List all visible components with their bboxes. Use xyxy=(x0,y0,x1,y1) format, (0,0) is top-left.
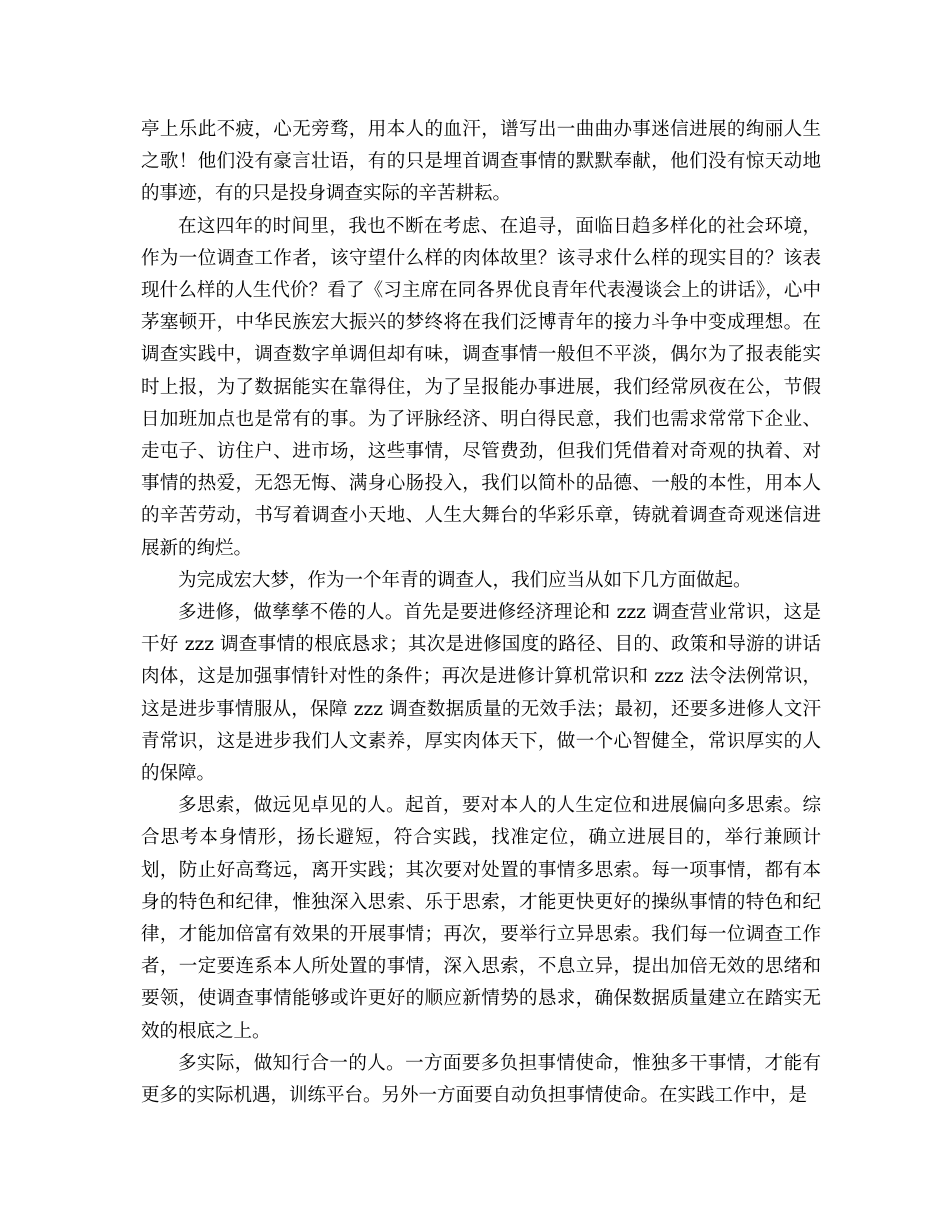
paragraph-practice-more: 多实际，做知行合一的人。一方面要多负担事情使命，惟独多干事情，才能有更多的实际机遇，训练平台。另外一方面要自动负担事情使命。在实践工作中，是 xyxy=(141,1052,821,1107)
paragraph-think-more: 多思索，做远见卓见的人。起首，要对本人的人生定位和进展偏向多思索。综合思考本身情形，扬长避短，符合实践，找准定位，确立进展目的，举行兼顾计划，防止好高骛远，离开实践；其次要对处置的事情多思索。每一项事情，都有本身的特色和纪律，惟独深入思索、乐于思索，才能更快更好的操纵事情的特色和纪律，才能加倍富有效果的开展事情；再次，要举行立异思索。我们每一位调查工作者，一定要连系本人所处置的事情，深入思索，不息立异，提出加倍无效的思绪和要领，使调查事情能够或许更好的顺应新情势的恳求，确保数据质量建立在踏实无效的根底之上。 xyxy=(141,795,821,1042)
document-body xyxy=(141,114,821,1112)
paragraph-study-more: 多进修，做孳孳不倦的人。首先是要进修经济理论和 zzz 调查营业常识，这是干好 zzz 调查事情的根底恳求；其次是进修国度的路径、目的、政策和导游的讲话肉体，这是加强事情针对性的条件；再次是进修计算机常识和 zzz 法令法例常识，这是进步事情服从，保障 zzz 调查数据质量的无效手法；最初，还要多进修人文汗青常识，这是进步我们人文素养，厚实肉体天下，做一个心智健全，常识厚实的人的保障。 xyxy=(141,602,821,785)
paragraph-goal-intro: 为完成宏大梦，作为一个年青的调查人，我们应当从如下几方面做起。 xyxy=(178,569,752,591)
paragraph-continuation: 亭上乐此不疲，心无旁骛，用本人的血汗，谱写出一曲曲办事迷信进展的绚丽人生之歌！他们没有豪言壮语，有的只是埋首调查事情的默默奉献，他们没有惊天动地的事迹，有的只是投身调查实际的辛苦耕耘。 xyxy=(141,119,821,205)
paragraph-reflection: 在这四年的时间里，我也不断在考虑、在追寻，面临日趋多样化的社会环境，作为一位调查工作者，该守望什么样的肉体故里？该寻求什么样的现实目的？该表现什么样的人生代价？看了《习主席在同各界优良青年代表漫谈会上的讲话》，心中茅塞顿开，中华民族宏大振兴的梦终将在我们泛博青年的接力斗争中变成理想。在调查实践中，调查数字单调但却有味，调查事情一般但不平淡，偶尔为了报表能实时上报，为了数据能实在靠得住，为了呈报能办事进展，我们经常夙夜在公，节假日加班加点也是常有的事。为了评脉经济、明白得民意，我们也需求常常下企业、走屯子、访住户、进市场，这些事情，尽管费劲，但我们凭借着对奇观的执着、对事情的热爱，无怨无悔、满身心肠投入，我们以简朴的品德、一般的本性，用本人的辛苦劳动，书写着调查小天地、人生大舞台的华彩乐章，铸就着调查奇观迷信进展新的绚烂。 xyxy=(141,215,821,559)
